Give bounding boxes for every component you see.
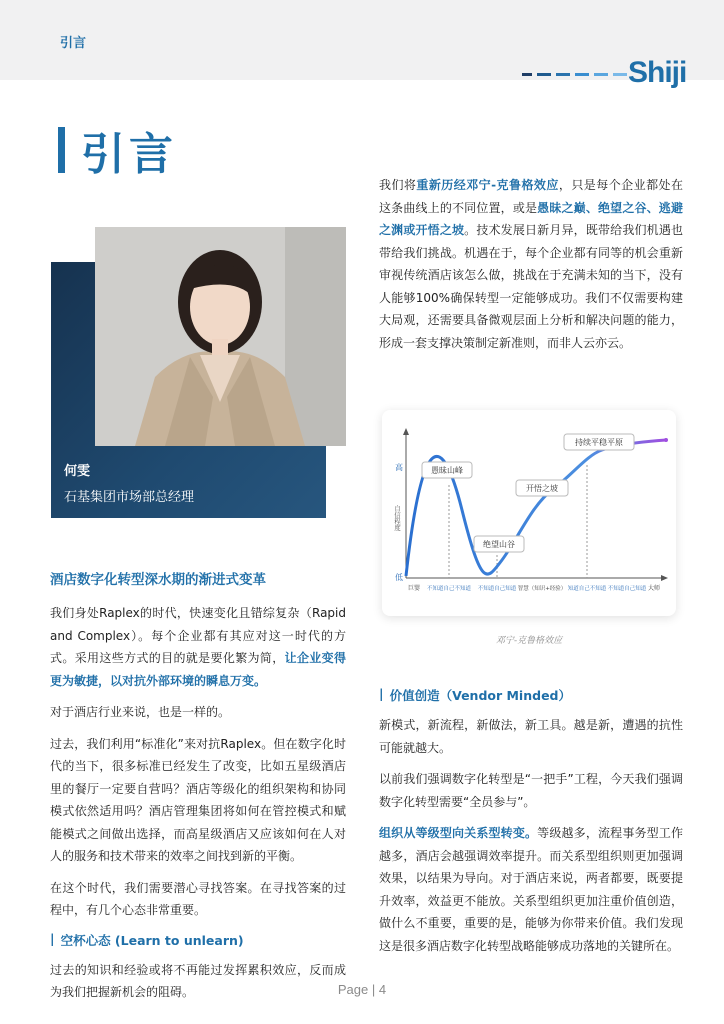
annotation-slope: 开悟之坡 <box>526 484 558 493</box>
intro-paragraph <box>379 174 683 354</box>
text-run: 我们将 <box>379 178 417 192</box>
top-header-bar <box>0 0 724 89</box>
text-run: ，只是每个企业都处在这条曲线上的不同位置，或是 <box>379 178 683 215</box>
x-tick-label: 知道自己不知道 <box>567 586 607 592</box>
x-tick-label: 智慧（知识+经验） <box>517 586 567 592</box>
person-name: 何雯 <box>64 464 91 479</box>
paragraph: 新模式，新流程，新做法，新工具。越是新，遭遇的抗性可能就越大。 <box>379 718 683 755</box>
section-label: 引言 <box>60 36 87 51</box>
person-role: 石基集团市场部总经理 <box>64 490 195 505</box>
subheading-text: 价值创造（Vendor Minded） <box>389 688 571 703</box>
subheading <box>50 931 346 949</box>
subheading-marker: | <box>379 686 384 701</box>
page-title <box>58 118 177 182</box>
x-tick-label: 不知道自己不知道 <box>426 586 472 592</box>
annotation-plateau: 持续平稳平原 <box>575 438 623 447</box>
text-run: 。技术发展日新月异，既带给我们机遇也带给我们挑战。机遇在于，每个企业都有同等的机会重新审视传统酒店该怎么做，挑战在于充满未知的当下，没有人能够100%确保转型一定能够成功。我们不仅需要构建大局观，还需要具备微观层面上分析和解决问题的能力，形成一套支撑决策制定新准则，而非人云亦云。 <box>379 223 683 350</box>
confidence-curve <box>406 440 666 576</box>
paragraph <box>50 602 346 692</box>
x-tick-label: 大师 <box>647 585 661 592</box>
left-column <box>50 568 346 1013</box>
page-title-text: 引言 <box>81 129 177 180</box>
paragraph: 在这个时代，我们需要潜心寻找答案。在寻找答案的过程中，有几个心态非常重要。 <box>50 880 346 917</box>
text-run: 等级越多，流程事务型工作越多，酒店会越强调效率提升。而关系型组织则更加强调效果，以结果为导向。对于酒店来说，两者都要，既要提升效率，效益更不能放。关系型组织更加注重价值创造，做什么不重要，重要的是，能够为你带来价值。我们发现这是很多酒店数字化转型战略能够成功落地的关键所在。 <box>379 826 683 953</box>
y-axis-title: 自信程度 <box>393 505 401 531</box>
x-tick-label: 不知道自己知道 <box>607 586 647 592</box>
title-accent-bar <box>58 127 65 173</box>
highlight-text: 重新历经邓宁-克鲁格效应 <box>416 178 559 192</box>
text-run: 我们身处Raplex的时代，快速变化且错综复杂（Rapid and Complex）。每个企业都有其应对这一时代的方式。采用这些方式的目的就是要化繁为简， <box>50 606 346 665</box>
paragraph <box>379 822 683 957</box>
highlight-text: 组织从等级型向关系型转变。 <box>379 826 538 840</box>
y-tick-low: 低 <box>395 573 403 582</box>
chart-caption: 邓宁-克鲁格效应 <box>495 636 563 646</box>
highlight-text: 愚昧之巅、绝望之谷、逃避之渊或开悟之坡 <box>379 200 683 237</box>
subheading-text: 空杯心态 (Learn to unlearn) <box>60 932 244 948</box>
section-heading: 酒店数字化转型深水期的渐进式变革 <box>50 572 266 588</box>
annotation-valley: 绝望山谷 <box>483 540 515 549</box>
dunning-kruger-chart <box>382 410 676 616</box>
portrait-photo <box>95 227 346 446</box>
x-tick-label: 不知道自己知道 <box>477 586 517 592</box>
highlight-text: 让企业变得更为敏捷，以对抗外部环境的瞬息万变。 <box>50 651 346 688</box>
shiji-logo: Shiji <box>628 56 687 89</box>
paragraph: 以前我们强调数字化转型是“一把手”工程，今天我们强调数字化转型需要“全员参与”。 <box>379 772 683 809</box>
subheading <box>379 686 683 704</box>
subheading-marker: | <box>50 930 55 946</box>
right-column <box>379 686 683 966</box>
y-tick-high: 高 <box>395 463 403 472</box>
page-number: Page | 4 <box>337 982 387 997</box>
x-tick-label: 巨婴 <box>407 585 421 592</box>
intro-column <box>379 174 683 363</box>
decorative-dashes <box>522 73 627 76</box>
paragraph: 对于酒店行业来说，也是一样的。 <box>50 705 231 719</box>
paragraph: 过去，我们利用“标准化”来对抗Raplex。但在数字化时代的当下，很多标准已经发生了改变，比如五星级酒店里的餐厅一定要自营吗？酒店等级化的组织架构和协同模式依然适用吗？酒店管理集团将如何在管控模式和赋能模式之间做出选择，而高星级酒店又应该如何在人对人的服务和技术带来的效率之间找到新的平衡。 <box>50 736 346 863</box>
paragraph: 过去的知识和经验或将不再能过发挥累积效应，反而成为我们把握新机会的阻碍。 <box>50 962 346 999</box>
annotation-peak: 愚昧山峰 <box>431 466 463 475</box>
